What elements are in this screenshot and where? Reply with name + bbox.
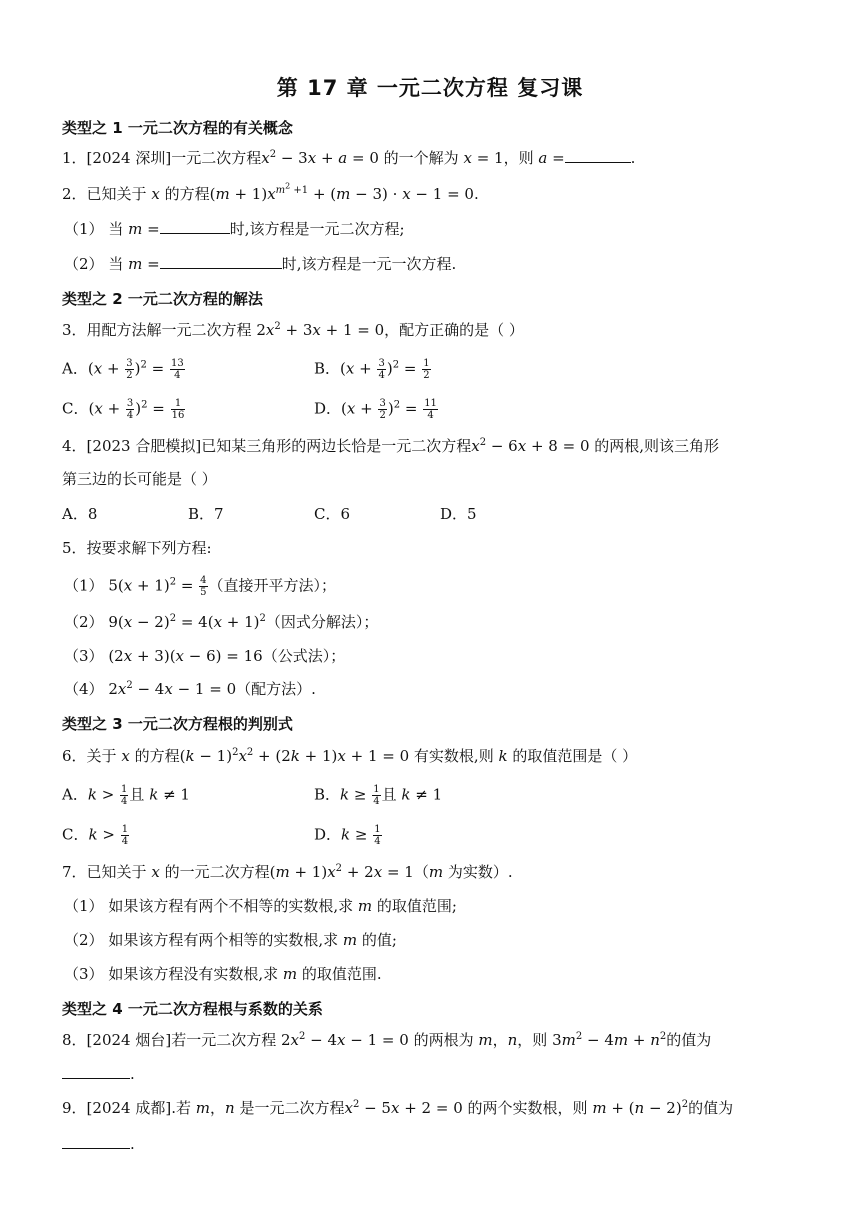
- question-8-line-2: .: [62, 1064, 135, 1084]
- section-heading-4: 类型之 4 一元二次方程根与系数的关系: [62, 1000, 323, 1018]
- answer-blank[interactable]: [565, 148, 631, 163]
- q3-option-d[interactable]: D．(x + $\frac{3}{2}$ )$^2$ = $\frac{11}{4}$: [314, 398, 437, 421]
- q4-option-a[interactable]: A．8: [62, 505, 98, 523]
- question-2-part-2: （2） 当 m = 时,该方程是一元一次方程.: [64, 255, 457, 273]
- question-5-part-1: （1） $5(x + 1)^2$ = $\frac{4}{5}$ （直接开平方法）；: [64, 575, 337, 598]
- answer-blank[interactable]: [62, 1064, 130, 1079]
- question-7: 7．已知关于 x 的一元二次方程$(m + 1)x^2 + 2x = 1(m$ 为实数）.: [62, 863, 513, 881]
- question-5-part-4: （4） $2x^2 - 4x - 1 = 0$（配方法）.: [64, 680, 316, 698]
- q6-option-b[interactable]: B．k ≥ $\frac{1}{4}$ 且 k ≠ 1: [314, 784, 443, 807]
- question-5: 5．按要求解下列方程:: [62, 539, 212, 557]
- answer-blank[interactable]: [160, 254, 282, 269]
- question-7-part-3: （3） 如果该方程没有实数根,求 m 的取值范围.: [64, 965, 382, 983]
- question-2: 2．已知关于 x 的方程$(m + 1)x^{m^2 +1} + (m - 3) \cdot x - 1 = 0$.: [62, 181, 479, 203]
- question-5-part-3: （3） (2x + 3)(x − 6) = 16（公式法）；: [64, 647, 346, 665]
- page-title: 第 17 章 一元二次方程 复习课: [276, 76, 584, 100]
- section-heading-2: 类型之 2 一元二次方程的解法: [62, 290, 263, 308]
- question-5-part-2: （2） $9(x - 2)^2 = 4(x + 1)^2$（因式分解法）；: [64, 613, 379, 631]
- q4-option-c[interactable]: C．6: [314, 505, 351, 523]
- question-8: 8．[2024 烟台]若一元二次方程 $2x^2 - 4x - 1 = 0$ 的两根为 m，n，则 $3m^2 - 4m + n^2$的值为: [62, 1031, 712, 1049]
- q6-option-c[interactable]: C．k > $\frac{1}{4}$: [62, 824, 129, 847]
- section-heading-1: 类型之 1 一元二次方程的有关概念: [62, 119, 293, 137]
- q3-option-c[interactable]: C．(x + $\frac{3}{4}$ )$^2$ = $\frac{1}{16}$: [62, 398, 185, 421]
- q3-option-a[interactable]: A．(x + $\frac{3}{2}$ )$^2$ = $\frac{13}{4}$: [62, 358, 184, 381]
- question-1: 1．[2024 深圳]一元二次方程$x^2 - 3x + a = 0$ 的一个解为 x = 1，则 a = .: [62, 149, 636, 167]
- question-4: 4．[2023 合肥模拟]已知某三角形的两边长恰是一元二次方程$x^2 - 6x + 8 = 0$ 的两根,则该三角形: [62, 437, 720, 455]
- question-9-line-2: .: [62, 1134, 135, 1154]
- q4-option-b[interactable]: B．7: [188, 505, 224, 523]
- answer-blank[interactable]: [160, 219, 230, 234]
- q4-option-d[interactable]: D．5: [440, 505, 477, 523]
- question-3: 3．用配方法解一元二次方程 $2x^2 + 3x + 1 = 0$，配方正确的是（ ）: [62, 321, 524, 339]
- section-heading-3: 类型之 3 一元二次方程根的判别式: [62, 715, 293, 733]
- question-7-part-2: （2） 如果该方程有两个相等的实数根,求 m 的值;: [64, 931, 397, 949]
- q3-option-b[interactable]: B．(x + $\frac{3}{4}$ )$^2$ = $\frac{1}{2}$: [314, 358, 430, 381]
- q6-option-d[interactable]: D．k ≥ $\frac{1}{4}$: [314, 824, 381, 847]
- question-4-line-2: 第三边的长可能是（ ）: [62, 470, 217, 488]
- question-2-part-1: （1） 当 m = 时,该方程是一元二次方程;: [64, 220, 405, 238]
- question-6: 6．关于 x 的方程$(k - 1)^2x^2 + (2k + 1)x + 1 = 0$ 有实数根,则 k 的取值范围是（ ）: [62, 747, 638, 765]
- q6-option-a[interactable]: A．k > $\frac{1}{4}$ 且 k ≠ 1: [62, 784, 190, 807]
- question-9: 9．[2024 成都].若 m，n 是一元二次方程$x^2 - 5x + 2 = 0$ 的两个实数根，则 $m + (n - 2)^2$的值为: [62, 1099, 734, 1117]
- answer-blank[interactable]: [62, 1134, 130, 1149]
- question-7-part-1: （1） 如果该方程有两个不相等的实数根,求 m 的取值范围;: [64, 897, 457, 915]
